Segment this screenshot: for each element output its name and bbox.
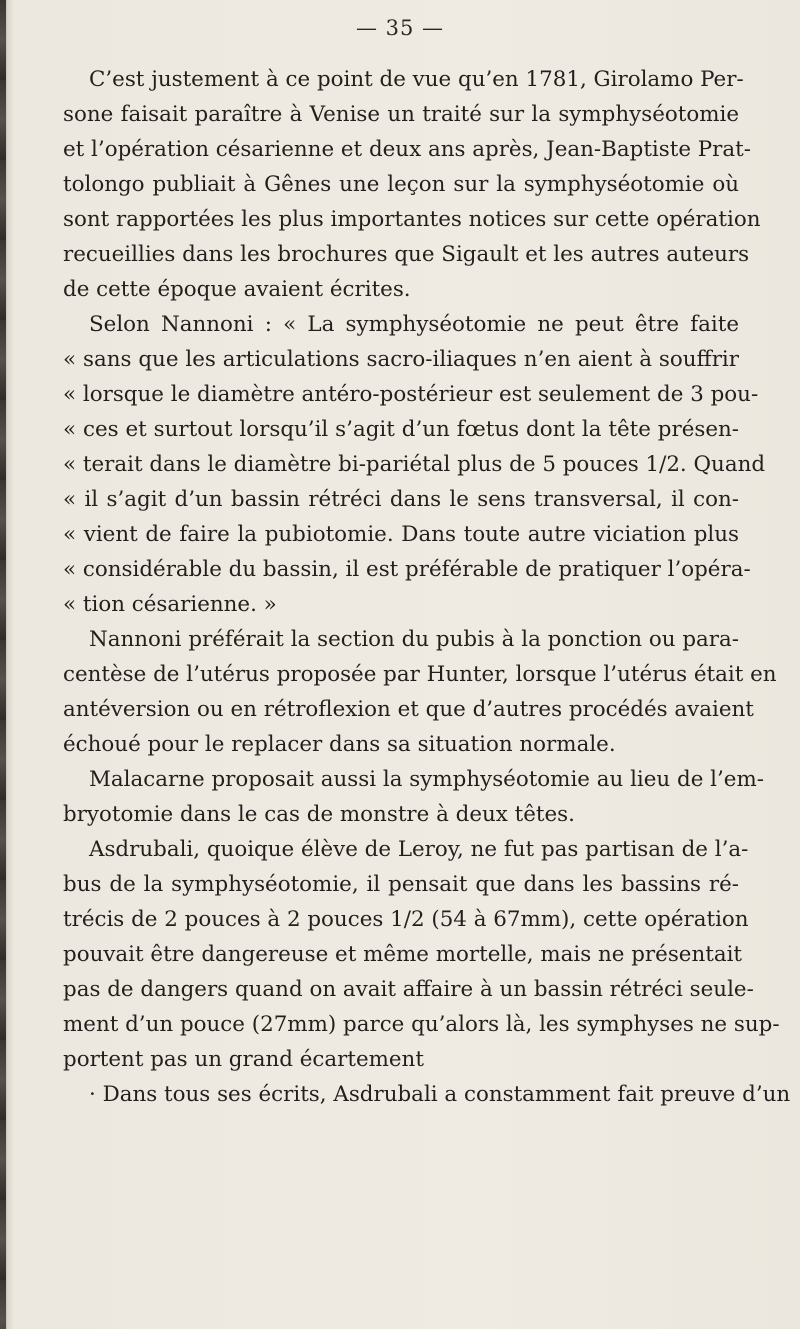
- text-line: Malacarne proposait aussi la symphyséotomie au lieu de l’em-: [89, 767, 764, 792]
- text-line: « vient de faire la pubiotomie. Dans toute autre viciation plus: [63, 522, 739, 547]
- text-line: sont rapportées les plus importantes notices sur cette opération: [63, 207, 761, 232]
- text-line: « sans que les articulations sacro-iliaques n’en aient à souffrir: [63, 347, 739, 372]
- text-line: « lorsque le diamètre antéro-postérieur est seulement de 3 pou-: [63, 382, 759, 407]
- text-line: tolongo publiait à Gênes une leçon sur la symphyséotomie où: [63, 172, 739, 197]
- text-line: « ces et surtout lorsqu’il s’agit d’un fœtus dont la tête présen-: [63, 417, 739, 442]
- page-binding-edge: [0, 0, 6, 1329]
- text-line: « terait dans le diamètre bi-pariétal plus de 5 pouces 1/2. Quand: [63, 452, 766, 477]
- text-line: pas de dangers quand on avait affaire à un bassin rétréci seule-: [63, 977, 754, 1002]
- text-line: « considérable du bassin, il est préférable de pratiquer l’opéra-: [63, 557, 751, 582]
- text-line: de cette époque avaient écrites.: [63, 277, 411, 302]
- text-line: pouvait être dangereuse et même mortelle, mais ne présentait: [63, 942, 743, 967]
- text-line: trécis de 2 pouces à 2 pouces 1/2 (54 à 67mm), cette opération: [63, 907, 749, 932]
- text-line: « tion césarienne. »: [63, 592, 277, 617]
- text-line: et l’opération césarienne et deux ans après, Jean-Baptiste Prat-: [63, 137, 751, 162]
- text-line: portent pas un grand écartement: [63, 1047, 424, 1072]
- text-line: recueillies dans les brochures que Sigault et les autres auteurs: [63, 242, 750, 267]
- text-line: · Dans tous ses écrits, Asdrubali a constamment fait preuve d’un: [89, 1082, 791, 1107]
- text-line: « il s’agit d’un bassin rétréci dans le sens transversal, il con-: [63, 487, 739, 512]
- text-line: sone faisait paraître à Venise un traité sur la symphyséotomie: [63, 102, 739, 127]
- body-text: [63, 62, 791, 1112]
- text-line: bryotomie dans le cas de monstre à deux têtes.: [63, 802, 575, 827]
- text-line: antéversion ou en rétroflexion et que d’autres procédés avaient: [63, 697, 754, 722]
- text-line: C’est justement à ce point de vue qu’en 1781, Girolamo Per-: [89, 67, 744, 92]
- text-line: Selon Nannoni : « La symphyséotomie ne peut être faite: [89, 312, 739, 337]
- text-line: échoué pour le replacer dans sa situation normale.: [63, 732, 616, 757]
- text-line: ment d’un pouce (27mm) parce qu’alors là, les symphyses ne sup-: [63, 1012, 780, 1037]
- text-line: Asdrubali, quoique élève de Leroy, ne fut pas partisan de l’a-: [89, 837, 749, 862]
- text-line: bus de la symphyséotomie, il pensait que dans les bassins ré-: [63, 872, 739, 897]
- text-line: Nannoni préférait la section du pubis à la ponction ou para-: [89, 627, 739, 652]
- page-number: — 35 —: [355, 16, 445, 40]
- text-line: centèse de l’utérus proposée par Hunter, lorsque l’utérus était en: [63, 662, 777, 687]
